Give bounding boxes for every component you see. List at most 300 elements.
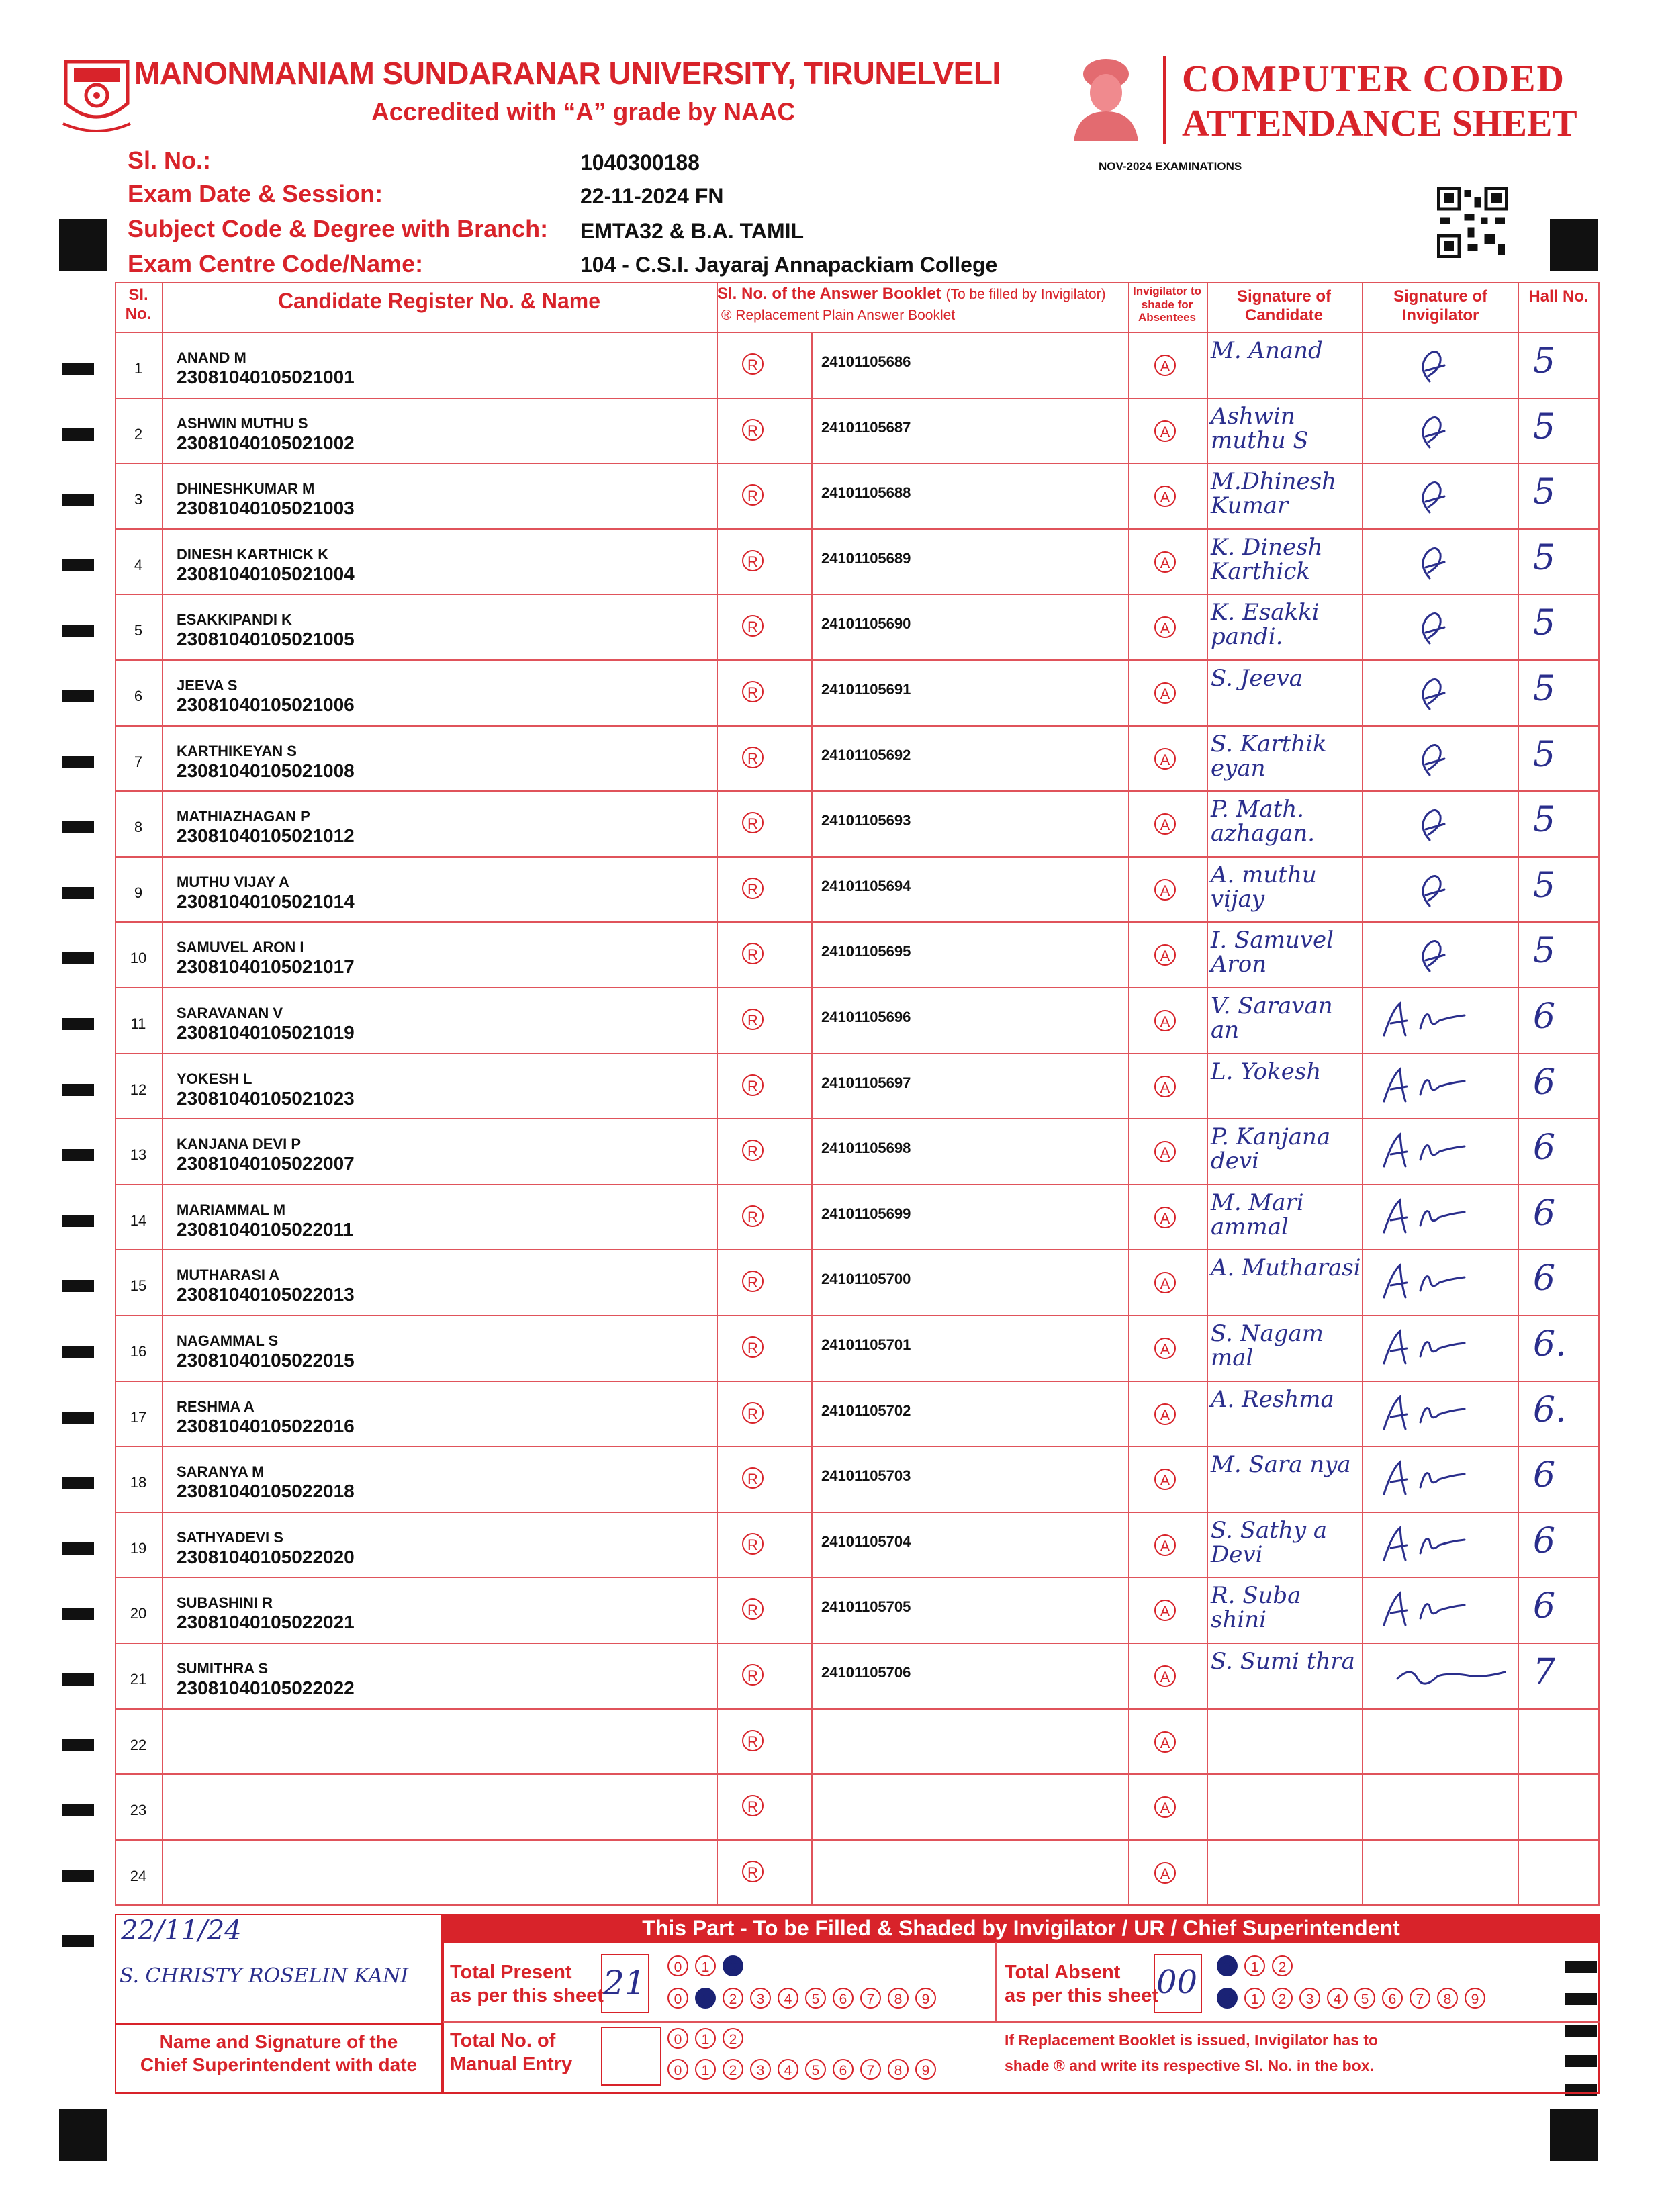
candidate-name: DINESH KARTHICK K <box>177 545 329 563</box>
absent-units-bubbles[interactable] <box>1217 1988 1492 2009</box>
register-number: 23081040105022018 <box>177 1481 355 1502</box>
manual-entry-label-1: Total No. of <box>450 2030 556 2052</box>
row-sl-no: 15 <box>130 1277 147 1295</box>
table-row <box>115 594 1600 659</box>
replacement-bubble[interactable]: R <box>742 878 764 899</box>
booklet-number: 24101105686 <box>821 353 911 370</box>
exam-session-tag: NOV-2024 EXAMINATIONS <box>1099 160 1242 173</box>
candidate-signature: A. Reshma <box>1211 1385 1334 1413</box>
candidate-name: SARANYA M <box>177 1463 265 1481</box>
row-sl-no: 7 <box>134 753 143 770</box>
header-booklet-note: (To be filled by Invigilator) <box>946 287 1106 302</box>
timing-mark-left <box>62 690 94 702</box>
absentee-bubble[interactable]: A <box>1154 1338 1176 1359</box>
subject-value: EMTA32 & B.A. TAMIL <box>580 219 804 243</box>
hall-number: 7 <box>1533 1652 1556 1692</box>
manual-units-bubble-6[interactable]: 6 <box>833 2059 854 2080</box>
row-sl-no: 20 <box>130 1605 147 1622</box>
candidate-name: RESHMA A <box>177 1397 255 1415</box>
booklet-number: 24101105694 <box>821 877 911 894</box>
manual-tens-bubble-0[interactable]: 0 <box>667 2028 688 2049</box>
booklet-number: 24101105698 <box>821 1140 911 1157</box>
row-sl-no: 17 <box>130 1408 147 1426</box>
manual-tens-bubble-1[interactable]: 1 <box>695 2028 716 2049</box>
row-sl-no: 6 <box>134 688 143 704</box>
header-sl-no: Sl. No. <box>125 286 152 323</box>
present-units-bubble-7[interactable]: 7 <box>860 1988 881 2009</box>
invigilator-signature <box>1371 1127 1512 1174</box>
timing-mark-left <box>62 494 94 506</box>
invigilator-signature <box>1371 1390 1512 1437</box>
present-units-bubble-4[interactable]: 4 <box>778 1988 798 2009</box>
absent-units-bubble-5[interactable]: 5 <box>1354 1988 1375 2009</box>
exam-date-value: 22-11-2024 FN <box>580 184 724 208</box>
university-logo <box>59 56 134 138</box>
replacement-bubble[interactable]: R <box>742 1009 764 1030</box>
centre-label: Exam Centre Code/Name: <box>128 250 424 277</box>
row-sl-no: 2 <box>134 425 143 443</box>
replacement-note-2: shade ® and write its respective Sl. No. in the box. <box>1005 2057 1374 2074</box>
hall-number: 6 <box>1533 1258 1556 1299</box>
candidate-name: SARAVANAN V <box>177 1005 283 1021</box>
booklet-number: 24101105701 <box>821 1336 911 1353</box>
timing-mark-left <box>62 363 94 375</box>
invigilator-signature <box>1371 735 1512 782</box>
booklet-number: 24101105687 <box>821 418 911 436</box>
total-absent-value: 00 <box>1156 1964 1198 2001</box>
header-candidate: Candidate Register No. & Name <box>277 289 601 313</box>
candidate-signature: R. Suba shini <box>1211 1582 1301 1634</box>
row-sl-no: 24 <box>130 1867 147 1884</box>
hall-number: 5 <box>1533 406 1556 447</box>
invigilator-signature <box>1371 407 1512 454</box>
university-name: MANONMANIAM SUNDARANAR UNIVERSITY, TIRUNELVELI <box>134 56 1001 91</box>
booklet-number: 24101105689 <box>821 549 911 567</box>
booklet-number: 24101105699 <box>821 1205 911 1222</box>
manual-tens-bubble-2[interactable]: 2 <box>723 2028 743 2049</box>
booklet-number: 24101105704 <box>821 1532 911 1550</box>
candidate-signature: M.Dhinesh Kumar <box>1211 468 1337 520</box>
absentee-bubble[interactable]: A <box>1154 1534 1176 1556</box>
table-row <box>115 1315 1600 1381</box>
invigilator-signature <box>1371 1455 1512 1502</box>
sheet-title-line2: ATTENDANCE SHEET <box>1182 103 1577 144</box>
hall-number: 6 <box>1533 1127 1556 1168</box>
absentee-bubble[interactable]: A <box>1154 1010 1176 1031</box>
accreditation-text: Accredited with “A” grade by NAAC <box>371 98 796 126</box>
candidate-signature: A. Mutharasi <box>1211 1254 1361 1282</box>
candidate-signature: S. Sumi thra <box>1211 1648 1355 1675</box>
hall-number: 6 <box>1533 1193 1556 1234</box>
row-sl-no: 23 <box>130 1802 147 1819</box>
register-number: 23081040105021003 <box>177 498 355 519</box>
candidate-name: SUMITHRA S <box>177 1660 269 1677</box>
row-sl-no: 4 <box>134 556 143 573</box>
manual-units-bubble-0[interactable]: 0 <box>667 2059 688 2080</box>
manual-units-bubble-1[interactable]: 1 <box>695 2059 716 2080</box>
absent-units-bubble-4[interactable]: 4 <box>1327 1988 1348 2009</box>
candidate-name: NAGAMMAL S <box>177 1332 279 1349</box>
row-sl-no: 14 <box>130 1211 147 1229</box>
total-present-label-1: Total Present <box>450 1962 572 1983</box>
absentee-bubble[interactable]: A <box>1154 879 1176 901</box>
replacement-bubble[interactable]: R <box>742 615 764 637</box>
timing-mark-left <box>62 821 94 833</box>
absent-tens-bubble-0[interactable]: 0 <box>1217 1955 1238 1976</box>
invigilator-signature <box>1371 931 1512 978</box>
replacement-bubble[interactable]: R <box>742 1140 764 1161</box>
register-number: 23081040105021004 <box>177 563 355 584</box>
present-tens-bubbles[interactable] <box>667 1955 750 1976</box>
hall-number: 6 <box>1533 1455 1556 1496</box>
candidate-name: KANJANA DEVI P <box>177 1136 301 1153</box>
absentee-bubble[interactable]: A <box>1154 813 1176 835</box>
timing-mark-left <box>62 1412 94 1424</box>
register-number: 23081040105021019 <box>177 1022 355 1043</box>
candidate-signature: M. Sara nya <box>1211 1451 1351 1479</box>
hall-number: 6 <box>1533 1586 1556 1627</box>
timing-mark-left <box>62 1018 94 1030</box>
absentee-bubble[interactable]: A <box>1154 420 1176 442</box>
manual-units-bubble-8[interactable]: 8 <box>888 2059 909 2080</box>
absent-tens-bubble-2[interactable]: 2 <box>1272 1955 1293 1976</box>
table-row <box>115 1249 1600 1315</box>
absentee-bubble[interactable]: A <box>1154 1731 1176 1753</box>
candidate-name: ASHWIN MUTHU S <box>177 414 308 432</box>
candidate-name: SAMUVEL ARON I <box>177 939 304 956</box>
replacement-bubble[interactable]: R <box>742 1861 764 1882</box>
table-row-line <box>115 1904 1600 1906</box>
manual-units-bubble-4[interactable]: 4 <box>778 2059 798 2080</box>
chief-label-1: Name and Signature of the <box>159 2031 398 2052</box>
footer-instruction-bar: This Part - To be Filled & Shaded by Invigilator / UR / Chief Superintendent <box>443 1914 1600 1942</box>
present-units-bubble-1[interactable]: 1 <box>695 1988 716 2009</box>
register-number: 23081040105022011 <box>177 1218 354 1240</box>
row-sl-no: 5 <box>134 622 143 639</box>
candidate-signature: V. Saravan an <box>1211 993 1333 1044</box>
register-number: 23081040105022022 <box>177 1677 355 1698</box>
replacement-bubble[interactable]: R <box>742 1402 764 1424</box>
table-row <box>115 398 1600 463</box>
invigilator-signature <box>1371 800 1512 847</box>
present-units-bubble-2[interactable]: 2 <box>723 1988 743 2009</box>
absent-units-bubble-7[interactable]: 7 <box>1410 1988 1430 2009</box>
table-row <box>115 1053 1600 1119</box>
register-number: 23081040105021002 <box>177 432 355 453</box>
absent-units-bubble-6[interactable]: 6 <box>1382 1988 1403 2009</box>
candidate-signature: S. Sathy a Devi <box>1211 1516 1328 1568</box>
absentee-bubble[interactable]: A <box>1154 1272 1176 1293</box>
candidate-name: MUTHARASI A <box>177 1266 280 1284</box>
invigilator-signature <box>1371 603 1512 650</box>
candidate-signature: M. Mari ammal <box>1211 1189 1304 1240</box>
subject-label: Subject Code & Degree with Branch: <box>128 215 549 242</box>
manual-tens-bubbles[interactable] <box>667 2028 750 2049</box>
centre-value: 104 - C.S.I. Jayaraj Annapackiam College <box>580 252 998 277</box>
present-units-bubble-0[interactable]: 0 <box>667 1988 688 2009</box>
hall-number: 6. <box>1533 1324 1567 1365</box>
total-present-value: 21 <box>603 1964 646 2002</box>
timing-mark-left <box>62 1346 94 1358</box>
manual-units-bubble-5[interactable]: 5 <box>805 2059 826 2080</box>
candidate-name: MATHIAZHAGAN P <box>177 808 310 825</box>
absent-units-bubble-3[interactable]: 3 <box>1299 1988 1320 2009</box>
candidate-name: ANAND M <box>177 349 246 366</box>
manual-units-bubble-7[interactable]: 7 <box>860 2059 881 2080</box>
booklet-number: 24101105691 <box>821 681 911 698</box>
booklet-number: 24101105703 <box>821 1467 911 1485</box>
absent-units-bubble-1[interactable]: 1 <box>1244 1988 1265 2009</box>
invigilator-signature <box>1371 341 1512 388</box>
replacement-bubble[interactable]: R <box>742 1467 764 1489</box>
replacement-bubble[interactable]: R <box>742 1533 764 1555</box>
row-sl-no: 3 <box>134 491 143 508</box>
absent-units-bubble-2[interactable]: 2 <box>1272 1988 1293 2009</box>
present-tens-bubble-1[interactable]: 1 <box>695 1955 716 1976</box>
manual-entry-label-2: Manual Entry <box>450 2053 573 2075</box>
candidate-name: JEEVA S <box>177 677 238 694</box>
replacement-bubble[interactable]: R <box>742 943 764 964</box>
replacement-bubble[interactable]: R <box>742 1795 764 1816</box>
table-row <box>115 463 1600 528</box>
row-sl-no: 13 <box>130 1146 147 1164</box>
footer-divider-v <box>995 1942 997 2021</box>
replacement-bubble[interactable]: R <box>742 747 764 768</box>
hall-number: 5 <box>1533 931 1556 972</box>
invigilator-signature <box>1371 1652 1512 1699</box>
replacement-bubble[interactable]: R <box>742 1598 764 1620</box>
absent-units-bubble-9[interactable]: 9 <box>1465 1988 1485 2009</box>
present-units-bubble-3[interactable]: 3 <box>750 1988 771 2009</box>
header-divider <box>1163 56 1166 144</box>
register-number: 23081040105021023 <box>177 1087 355 1109</box>
invigilator-signature <box>1371 538 1512 585</box>
absentee-bubble[interactable]: A <box>1154 486 1176 507</box>
hall-number: 6 <box>1533 997 1556 1037</box>
replacement-bubble[interactable]: R <box>742 353 764 375</box>
invigilator-signature <box>1371 1193 1512 1240</box>
absentee-bubble[interactable]: A <box>1154 1141 1176 1162</box>
candidate-signature: I. Samuvel Aron <box>1211 927 1334 978</box>
row-sl-no: 18 <box>130 1474 147 1491</box>
booklet-number: 24101105706 <box>821 1664 911 1681</box>
total-present-label-2: as per this sheet <box>450 1984 604 2007</box>
header-sig-invigilator: Signature of Invigilator <box>1393 287 1487 324</box>
candidate-signature: M. Anand <box>1211 337 1323 364</box>
manual-units-bubble-2[interactable]: 2 <box>723 2059 743 2080</box>
exam-date-label: Exam Date & Session: <box>128 180 383 208</box>
timing-mark-left <box>62 559 94 571</box>
invigilator-signature <box>1371 997 1512 1044</box>
row-sl-no: 11 <box>130 1015 146 1032</box>
total-absent-label-2: as per this sheet <box>1005 1984 1158 2007</box>
header-hall-no: Hall No. <box>1528 287 1589 306</box>
candidate-name: SATHYADEVI S <box>177 1528 283 1546</box>
timing-mark-left <box>62 1280 94 1292</box>
hall-number: 6 <box>1533 1062 1556 1103</box>
absentee-bubble[interactable]: A <box>1154 1665 1176 1687</box>
sl-no-value: 1040300188 <box>580 150 700 175</box>
row-sl-no: 12 <box>130 1080 147 1098</box>
table-row <box>115 1118 1600 1184</box>
hall-number: 5 <box>1533 734 1556 775</box>
table-row <box>115 1708 1600 1774</box>
absentee-bubble[interactable]: A <box>1154 1600 1176 1621</box>
table-row-line <box>115 282 1600 283</box>
invigilator-signature <box>1371 1062 1512 1109</box>
timing-mark-left <box>62 887 94 899</box>
manual-entry-box[interactable] <box>601 2027 661 2086</box>
candidate-name: ESAKKIPANDI K <box>177 611 292 629</box>
absent-tens-bubble-1[interactable]: 1 <box>1244 1955 1265 1976</box>
absent-tens-bubbles[interactable] <box>1217 1955 1299 1976</box>
candidate-signature: L. Yokesh <box>1211 1058 1322 1085</box>
timing-mark-left <box>62 1215 94 1227</box>
table-row <box>115 987 1600 1053</box>
register-number: 23081040105021001 <box>177 367 355 387</box>
replacement-bubble[interactable]: R <box>742 1271 764 1292</box>
table-row <box>115 921 1600 987</box>
absentee-bubble[interactable]: A <box>1154 1403 1176 1425</box>
candidate-signature: Ashwin muthu S <box>1211 402 1309 454</box>
booklet-number: 24101105700 <box>821 1271 911 1288</box>
qr-code <box>1437 187 1508 258</box>
chief-label-2: Chief Superintendent with date <box>140 2054 418 2075</box>
table-row <box>115 725 1600 791</box>
replacement-bubble[interactable]: R <box>742 1664 764 1686</box>
replacement-bubble[interactable]: R <box>742 1074 764 1096</box>
absentee-bubble[interactable]: A <box>1154 1469 1176 1490</box>
invigilator-signature <box>1371 472 1512 519</box>
table-row <box>115 1184 1600 1250</box>
row-sl-no: 16 <box>130 1343 147 1360</box>
absentee-bubble[interactable]: A <box>1154 682 1176 704</box>
present-units-bubble-6[interactable]: 6 <box>833 1988 854 2009</box>
hall-number: 5 <box>1533 341 1556 381</box>
hall-number: 5 <box>1533 669 1556 709</box>
booklet-number: 24101105695 <box>821 943 911 960</box>
manual-units-bubbles[interactable] <box>667 2059 943 2080</box>
timing-mark-left <box>62 1542 94 1555</box>
present-units-bubbles[interactable] <box>667 1988 943 2009</box>
invigilator-signature <box>1371 1258 1512 1305</box>
absentee-bubble[interactable]: A <box>1154 1207 1176 1228</box>
table-row <box>115 1839 1600 1905</box>
header-booklet <box>717 285 1134 304</box>
register-number: 23081040105022016 <box>177 1415 355 1436</box>
absentee-bubble[interactable]: A <box>1154 355 1176 376</box>
booklet-number: 24101105688 <box>821 484 911 502</box>
register-number: 23081040105022021 <box>177 1612 355 1633</box>
table-row <box>115 1643 1600 1708</box>
table-row <box>115 659 1600 725</box>
booklet-number: 24101105702 <box>821 1401 911 1419</box>
table-row <box>115 1512 1600 1577</box>
register-number: 23081040105021012 <box>177 825 355 847</box>
register-number: 23081040105022007 <box>177 1153 355 1174</box>
table-row <box>115 1773 1600 1839</box>
timing-mark-left <box>62 1870 94 1882</box>
hall-number: 6 <box>1533 1520 1556 1561</box>
total-absent-label-1: Total Absent <box>1005 1962 1121 1983</box>
absentee-bubble[interactable]: A <box>1154 944 1176 966</box>
invigilator-signature <box>1371 669 1512 716</box>
replacement-bubble[interactable]: R <box>742 1730 764 1751</box>
table-row <box>115 856 1600 922</box>
register-number: 23081040105021006 <box>177 694 355 715</box>
replacement-bubble[interactable]: R <box>742 419 764 441</box>
chief-signature-date: 22/11/24 <box>121 1915 242 1946</box>
register-number: 23081040105021005 <box>177 629 355 650</box>
absentee-bubble[interactable]: A <box>1154 551 1176 573</box>
table-row <box>115 528 1600 594</box>
timing-mark-left <box>62 1935 94 1947</box>
absentee-bubble[interactable]: A <box>1154 1076 1176 1097</box>
chief-name: S. CHRISTY ROSELIN KANI <box>120 1964 409 1988</box>
booklet-number: 24101105690 <box>821 615 911 633</box>
register-number: 23081040105022020 <box>177 1546 355 1567</box>
invigilator-signature <box>1371 1521 1512 1568</box>
replacement-bubble[interactable]: R <box>742 484 764 506</box>
absentee-bubble[interactable]: A <box>1154 1796 1176 1818</box>
total-absent-label <box>1005 1961 1158 2008</box>
replacement-bubble[interactable]: R <box>742 1205 764 1227</box>
timing-mark-left <box>62 952 94 964</box>
hall-number: 5 <box>1533 472 1556 513</box>
table-row <box>115 790 1600 856</box>
header-sig-candidate: Signature of Candidate <box>1236 287 1331 324</box>
manual-units-bubble-9[interactable]: 9 <box>915 2059 936 2080</box>
replacement-bubble[interactable]: R <box>742 1336 764 1358</box>
present-tens-bubble-0[interactable]: 0 <box>667 1955 688 1976</box>
booklet-number: 24101105692 <box>821 746 911 764</box>
present-units-bubble-8[interactable]: 8 <box>888 1988 909 2009</box>
timing-mark <box>1550 219 1598 271</box>
absentee-bubble[interactable]: A <box>1154 1862 1176 1884</box>
replacement-bubble[interactable]: R <box>742 550 764 571</box>
booklet-number: 24101105697 <box>821 1074 911 1091</box>
present-tens-bubble-2[interactable]: 2 <box>723 1955 743 1976</box>
row-sl-no: 10 <box>130 950 147 967</box>
register-number: 23081040105022013 <box>177 1284 355 1305</box>
invigilator-signature <box>1371 1324 1512 1371</box>
hall-number: 5 <box>1533 865 1556 906</box>
timing-mark <box>59 219 107 271</box>
hall-number: 5 <box>1533 800 1556 841</box>
manual-entry-label <box>450 2029 572 2076</box>
row-sl-no: 1 <box>134 360 143 377</box>
manual-units-bubble-3[interactable]: 3 <box>750 2059 771 2080</box>
booklet-number: 24101105705 <box>821 1598 911 1616</box>
present-units-bubble-9[interactable]: 9 <box>915 1988 936 2009</box>
replacement-bubble[interactable]: R <box>742 681 764 702</box>
row-sl-no: 9 <box>134 884 143 901</box>
candidate-signature: S. Karthik eyan <box>1211 730 1327 782</box>
absent-units-bubble-0[interactable]: 0 <box>1217 1988 1238 2009</box>
footer-divider <box>443 2021 1600 2023</box>
candidate-signature: P. Math. azhagan. <box>1211 796 1316 847</box>
replacement-bubble[interactable]: R <box>742 812 764 833</box>
candidate-signature: S. Nagam mal <box>1211 1320 1324 1371</box>
absentee-bubble[interactable]: A <box>1154 616 1176 638</box>
candidate-signature: S. Jeeva <box>1211 665 1303 692</box>
timing-mark-left <box>62 1804 94 1816</box>
absent-units-bubble-8[interactable]: 8 <box>1437 1988 1458 2009</box>
present-units-bubble-5[interactable]: 5 <box>805 1988 826 2009</box>
absentee-bubble[interactable]: A <box>1154 748 1176 770</box>
booklet-number: 24101105696 <box>821 1009 911 1025</box>
timing-mark-left <box>62 1673 94 1686</box>
